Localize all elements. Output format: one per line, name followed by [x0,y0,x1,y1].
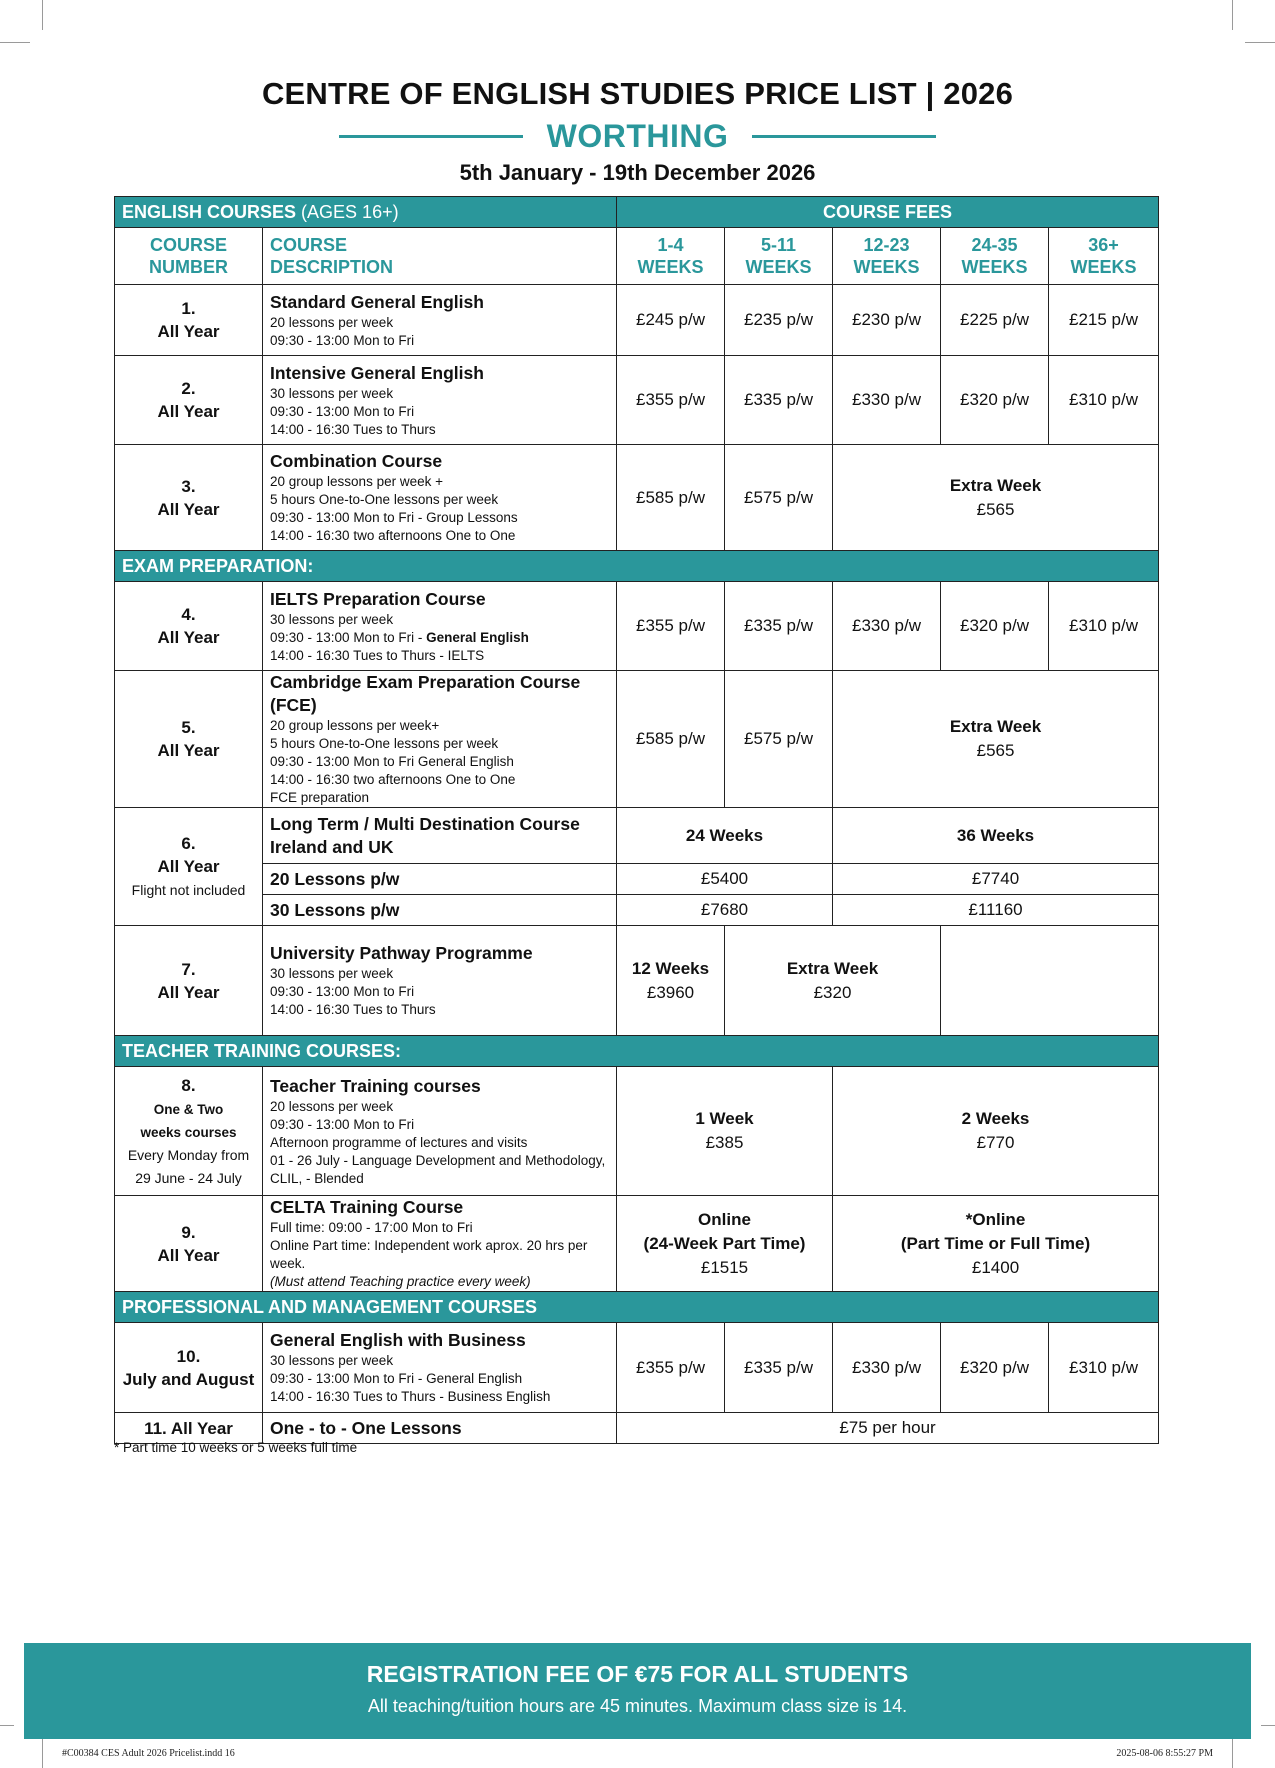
table-row [115,1323,1159,1413]
table-row [115,1196,1159,1292]
crop-mark [1232,0,1233,30]
divider-left [339,135,523,138]
course-fees-label: COURSE FEES [617,197,1159,228]
price-cell: £320 p/w [941,356,1049,445]
price-cell: £330 p/w [833,582,941,671]
price-cell: £75 per hour [617,1413,1159,1444]
course-number: 11. All Year [115,1413,263,1444]
city-heading [0,116,1275,156]
course-description: CELTA Training Course Full time: 09:00 - 17:00 Mon to Fri Online Part time: Independent work aprox. 20 hrs per week. (Must attend Teaching practice every week) [263,1196,617,1292]
price-cell: £7740 [833,864,1159,895]
section-english-courses [115,197,1159,228]
course-description: Long Term / Multi Destination Course Ireland and UK [263,808,617,864]
extra-week-cell: Extra Week £565 [833,671,1159,808]
table-row [115,1413,1159,1444]
course-number: 5. All Year [115,671,263,808]
column-headers [115,228,1159,285]
section-exam-preparation: EXAM PREPARATION: [115,551,1159,582]
price-cell: £335 p/w [725,582,833,671]
crop-mark [1245,42,1275,43]
header-weeks-12-23: 12-23 WEEKS [833,228,941,285]
course-number: 1. All Year [115,285,263,356]
price-cell: £575 p/w [725,445,833,551]
course-number: 3. All Year [115,445,263,551]
price-cell: £235 p/w [725,285,833,356]
section-sublabel: (AGES 16+) [301,201,399,222]
table-row [115,926,1159,1036]
duration-36-weeks: 36 Weeks [833,808,1159,864]
header-course-description: COURSE DESCRIPTION [263,228,617,285]
date-range: 5th January - 19th December 2026 [459,160,816,185]
course-description: Cambridge Exam Preparation Course (FCE) 20 group lessons per week+ 5 hours One-to-One lessons per week 09:30 - 13:00 Mon to Fri General English 14:00 - 16:30 two afternoons One to One FCE preparation [263,671,617,808]
crop-mark [42,1738,43,1768]
table-subrow: 30 Lessons p/w £7680 £11160 [115,895,1159,926]
empty-cell [941,926,1159,1036]
course-description: Intensive General English 30 lessons per week 09:30 - 13:00 Mon to Fri 14:00 - 16:30 Tues to Thurs [263,356,617,445]
price-cell: £585 p/w [617,445,725,551]
price-cell: £245 p/w [617,285,725,356]
duration-24-weeks: 24 Weeks [617,808,833,864]
page-title [0,76,1275,112]
price-cell: £230 p/w [833,285,941,356]
section-teacher-training: TEACHER TRAINING COURSES: [115,1036,1159,1067]
price-cell: £330 p/w [833,356,941,445]
table-row [115,1067,1159,1196]
course-description: Combination Course 20 group lessons per week + 5 hours One-to-One lessons per week 09:30 - 13:00 Mon to Fri - Group Lessons 14:00 - 16:30 two afternoons One to One [263,445,617,551]
print-slug-date: 2025-08-06 8:55:27 PM [1116,1748,1213,1759]
section-professional-management: PROFESSIONAL AND MANAGEMENT COURSES [115,1292,1159,1323]
banner-text: All teaching/tuition hours are 45 minutes. Maximum class size is 14. [367,1696,908,1716]
print-slug-file: #C00384 CES Adult 2026 Pricelist.indd 16 [62,1748,235,1759]
course-number: 7. All Year [115,926,263,1036]
price-cell: £355 p/w [617,356,725,445]
course-number: 4. All Year [115,582,263,671]
price-cell: £11160 [833,895,1159,926]
price-cell: £585 p/w [617,671,725,808]
price-cell: £5400 [617,864,833,895]
one-week-cell: 1 Week £385 [617,1067,833,1196]
price-cell: £310 p/w [1049,356,1159,445]
extra-week-cell: Extra Week £320 [725,926,941,1036]
course-number: 6. All Year Flight not included [115,808,263,926]
title-text: CENTRE OF ENGLISH STUDIES PRICE LIST | [261,76,935,111]
table-row [115,808,1159,864]
crop-mark [42,0,43,30]
price-cell: £575 p/w [725,671,833,808]
twelve-weeks-cell: 12 Weeks £3960 [617,926,725,1036]
two-weeks-cell: 2 Weeks £770 [833,1067,1159,1196]
divider-right [752,135,936,138]
course-number: 10. July and August [115,1323,263,1413]
price-table [114,196,1159,1444]
price-cell: £320 p/w [941,1323,1049,1413]
course-number: 8. One & Two weeks courses Every Monday from 29 June - 24 July [115,1067,263,1196]
header-weeks-24-35: 24-35 WEEKS [941,228,1049,285]
extra-week-cell: Extra Week £565 [833,445,1159,551]
crop-mark [0,1725,14,1726]
course-description: IELTS Preparation Course 30 lessons per week 09:30 - 13:00 Mon to Fri - General English 14:00 - 16:30 Tues to Thurs - IELTS [263,582,617,671]
price-cell: £335 p/w [725,356,833,445]
price-cell: £225 p/w [941,285,1049,356]
table-row [115,671,1159,808]
header-weeks-36-plus: 36+ WEEKS [1049,228,1159,285]
online-full-time-cell: *Online (Part Time or Full Time) £1400 [833,1196,1159,1292]
header-weeks-1-4: 1-4 WEEKS [617,228,725,285]
price-cell: £330 p/w [833,1323,941,1413]
table-row [115,285,1159,356]
table-subrow: 20 Lessons p/w £5400 £7740 [115,864,1159,895]
price-cell: £7680 [617,895,833,926]
header-course-number: COURSE NUMBER [115,228,263,285]
table-row [115,445,1159,551]
crop-mark [1232,1738,1233,1768]
section-label: ENGLISH COURSES [122,201,297,222]
course-description: General English with Business 30 lessons per week 09:30 - 13:00 Mon to Fri - General English 14:00 - 16:30 Tues to Thurs - Business English [263,1323,617,1413]
crop-mark [0,42,30,43]
table-row [115,582,1159,671]
course-number: 9. All Year [115,1196,263,1292]
registration-banner [24,1643,1251,1739]
price-cell: £355 p/w [617,1323,725,1413]
course-number: 2. All Year [115,356,263,445]
price-cell: £215 p/w [1049,285,1159,356]
price-cell: £310 p/w [1049,1323,1159,1413]
header-weeks-5-11: 5-11 WEEKS [725,228,833,285]
city-name: WORTHING [546,117,729,154]
price-cell: £355 p/w [617,582,725,671]
course-description: One - to - One Lessons [263,1413,617,1444]
price-cell: £335 p/w [725,1323,833,1413]
course-description: Teacher Training courses 20 lessons per week 09:30 - 13:00 Mon to Fri Afternoon programme of lectures and visits 01 - 26 July - Language Development and Methodology, CLIL, - Blended [263,1067,617,1196]
price-cell: £320 p/w [941,582,1049,671]
footnote: * Part time 10 weeks or 5 weeks full time [114,1440,358,1455]
crop-mark [1261,1725,1275,1726]
course-description: University Pathway Programme 30 lessons per week 09:30 - 13:00 Mon to Fri 14:00 - 16:30 Tues to Thurs [263,926,617,1036]
title-year: 2026 [943,76,1014,111]
price-cell: £310 p/w [1049,582,1159,671]
banner-headline: REGISTRATION FEE OF €75 FOR ALL STUDENTS [366,1661,909,1687]
online-part-time-cell: Online (24-Week Part Time) £1515 [617,1196,833,1292]
table-row [115,356,1159,445]
course-description: Standard General English 20 lessons per week 09:30 - 13:00 Mon to Fri [263,285,617,356]
